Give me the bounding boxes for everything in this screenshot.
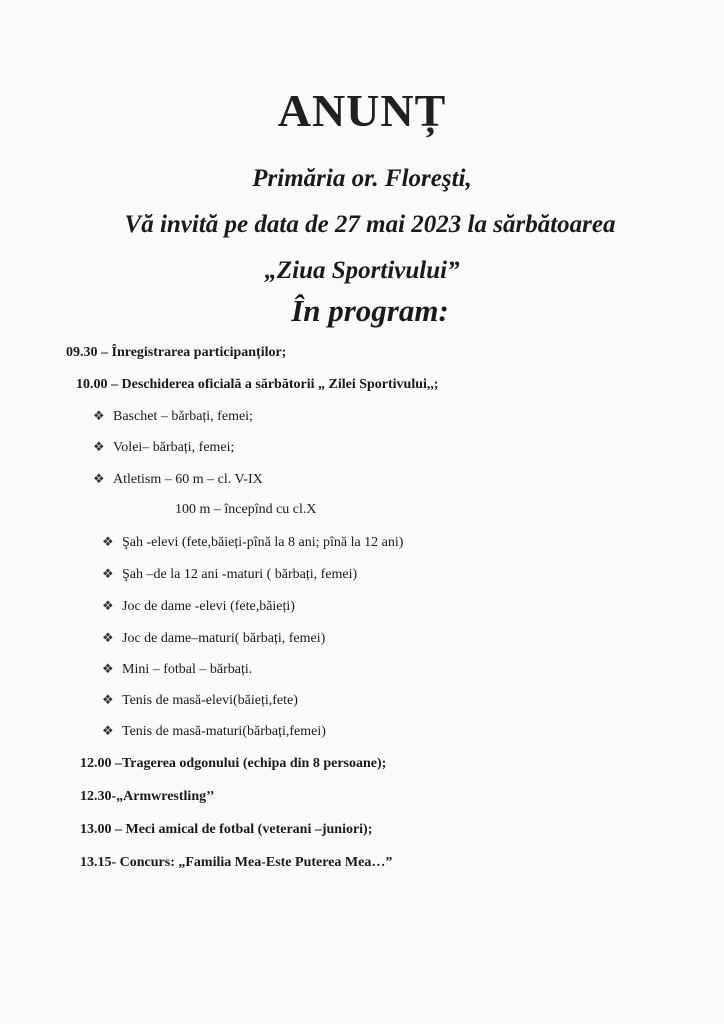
sport-item-table-tennis-adults [102, 723, 326, 740]
list-item-text: Şah -elevi (fete,băieți-pînă la 8 ani; pînă la 12 ani) [122, 535, 404, 550]
list-item-text: Baschet – bărbați, femei; [113, 409, 253, 424]
sport-item-chess-students [102, 534, 403, 551]
schedule-item-registration: 09.30 – Înregistrarea participanților; [66, 345, 287, 360]
diamond-bullet-icon: ❖ [102, 661, 114, 676]
diamond-bullet-icon: ❖ [102, 566, 114, 581]
list-item-text: Joc de dame -elevi (fete,băieți) [122, 599, 295, 614]
list-item-text: Şah –de la 12 ani -maturi ( bărbați, femei) [122, 567, 358, 582]
sport-item-chess-adults [102, 566, 357, 583]
schedule-item-armwrestling: 12.30-„Armwrestling’’ [80, 789, 215, 804]
sport-item-athletics [93, 471, 263, 488]
sport-item-athletics-100m: 100 m – începînd cu cl.X [175, 502, 317, 517]
schedule-item-tug-of-war: 12.00 –Tragerea odgonului (echipa din 8 persoane); [80, 756, 387, 771]
list-item-text: Volei– bărbați, femei; [113, 440, 235, 455]
sport-item-volleyball [93, 439, 234, 456]
diamond-bullet-icon: ❖ [102, 723, 114, 738]
issuer-line: Primăria or. Floreşti, [252, 165, 472, 192]
announcement-title: ANUNȚ [277, 85, 447, 136]
invitation-line: Vă invită pe data de 27 mai 2023 la sărbătoarea [124, 211, 616, 238]
schedule-item-football-match: 13.00 – Meci amical de fotbal (veterani –juniori); [80, 822, 373, 837]
sport-item-mini-football [102, 661, 252, 678]
list-item-text: Joc de dame–maturi( bărbați, femei) [122, 631, 326, 646]
diamond-bullet-icon: ❖ [93, 408, 105, 423]
list-item-text: Mini – fotbal – bărbați. [122, 662, 253, 677]
list-item-text: Atletism – 60 m – cl. V-IX [113, 472, 263, 487]
list-item-text: Tenis de masă-maturi(bărbați,femei) [122, 724, 326, 739]
schedule-item-contest: 13.15- Concurs: „Familia Mea-Este Puterea Mea…” [80, 855, 393, 870]
sport-item-checkers-students [102, 598, 295, 615]
diamond-bullet-icon: ❖ [102, 630, 114, 645]
diamond-bullet-icon: ❖ [102, 534, 114, 549]
sport-item-basketball [93, 408, 253, 425]
diamond-bullet-icon: ❖ [102, 692, 114, 707]
event-name: „Ziua Sportivului” [264, 257, 460, 284]
diamond-bullet-icon: ❖ [93, 471, 105, 486]
diamond-bullet-icon: ❖ [93, 439, 105, 454]
program-heading: În program: [291, 293, 449, 328]
diamond-bullet-icon: ❖ [102, 598, 114, 613]
list-item-text: Tenis de masă-elevi(băieți,fete) [122, 693, 298, 708]
schedule-item-opening: 10.00 – Deschiderea oficială a sărbătorii „ Zilei Sportivului,,; [76, 377, 439, 392]
sport-item-checkers-adults [102, 630, 325, 647]
sport-item-table-tennis-students [102, 692, 298, 709]
